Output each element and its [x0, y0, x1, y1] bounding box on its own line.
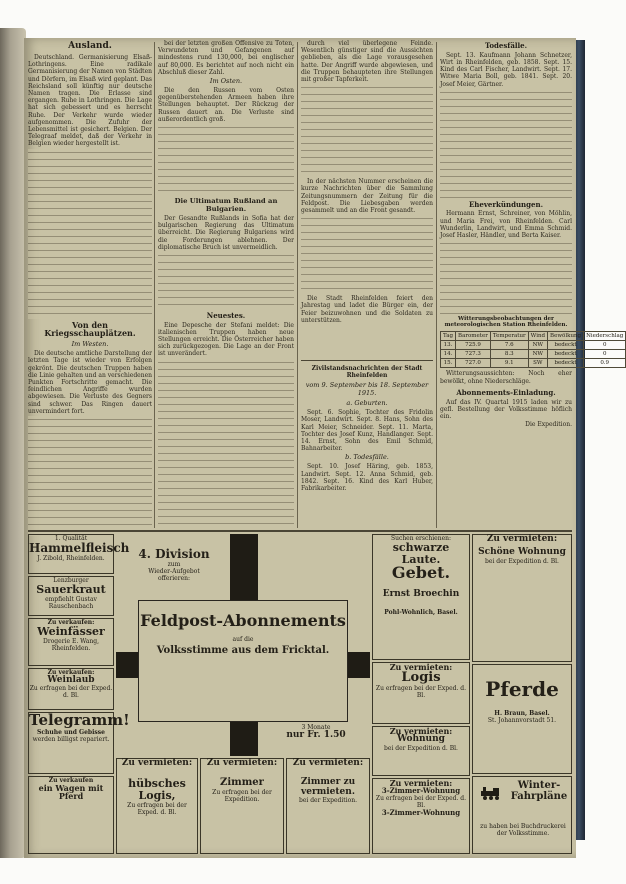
book-binding-left [0, 28, 26, 858]
weather-row [441, 341, 626, 350]
births-subheading: a. Geburten. [346, 399, 388, 408]
col3-text-c: Die Stadt Rheinfelden feiert den Jahrestag und ladet die Bürger ein, der Feier beizuwohnen und die Soldaten zu unterstützen. [301, 295, 433, 324]
ad-wagen-line1: Zu verkaufen [48, 777, 94, 784]
col2-text-c: Der Gesandte Rußlands in Sofia hat der bulgarischen Regierung das Ultimatum überreicht. Die Regierung Bulgariens wird die Forderungen ablehnen. Der diplomatische Bruch ist unvermeidlich. [158, 214, 294, 251]
ad-telegramm-line3: werden billigst repariert. [32, 735, 110, 743]
ad-gebet-publisher: Pohl-Wohnlich, Basel. [384, 609, 458, 617]
civil-register [301, 364, 433, 528]
ad-logis-2 [372, 662, 470, 724]
ad-gebet-title: Gebet. [391, 563, 451, 583]
col2-text-a: bei der letzten großen Offensive zu Toten, Verwundeten und Gefangenen auf mindestens rund 130,000, bei englischer auf 80,000. Es berichtet auf noch nicht ein Abschluß dieser Zahl. [158, 40, 294, 76]
neuestes-heading: Neuestes. [206, 310, 246, 320]
ad-logis2-heading: Zu vermieten: [389, 662, 453, 672]
ad-zimmer1-title: Zimmer [220, 777, 264, 789]
feldpost-wieder: Wieder-Aufgebot [148, 567, 200, 575]
col3-lines-a [301, 84, 433, 178]
ad-weinfaesser-line1: Zu verkaufen: [47, 619, 95, 626]
feldpost-zum: zum [167, 560, 181, 568]
col2-lines-c [158, 359, 294, 529]
ad-logis [116, 758, 198, 854]
abo-heading: Abonnements-Einladung. [456, 387, 556, 397]
ad-pferde-seller: H. Braun, Basel. [494, 710, 550, 717]
ad-logis2-title: Logis [401, 670, 441, 686]
osten-subheading: Im Osten. [209, 77, 243, 86]
ausland-heading: Ausland. [68, 41, 112, 51]
weather-header-row [441, 332, 626, 341]
ad-logis-heading: Zu vermieten: [121, 758, 193, 768]
abo-text: Auf das IV. Quartal 1915 laden wir zu gefl. Bestellung der Volksstimme höflich ein. [440, 398, 572, 420]
deaths-subheading: b. Todesfälle. [345, 453, 389, 462]
feldpost-panel [138, 600, 348, 722]
ad-logis2-sign: Zu erfragen bei der Exped. d. Bl. [375, 685, 467, 700]
weather-cell: 0 [584, 350, 626, 359]
ad-schoene-title: Schöne Wohnung [478, 547, 566, 558]
ad-hammel-title: Hammelfleisch [29, 541, 130, 555]
todesfaelle-lines [440, 89, 572, 199]
war-subheading: Im Westen. [71, 340, 109, 349]
ad-logis-title: hübsches Logis, [128, 777, 186, 802]
weather-cell: NW [528, 350, 547, 359]
ad-sauerkraut-title: Sauerkraut [36, 583, 106, 596]
column-1 [28, 40, 152, 528]
weather-header-cell: Temperatur [490, 332, 528, 341]
ad-zimmer-1 [200, 758, 284, 854]
ad-sauerkraut [28, 576, 114, 616]
ad-wohnung1-heading: Zu vermieten: [389, 726, 453, 736]
ads-divider [28, 530, 572, 532]
ad-wohnung2-heading: Zu vermieten: [389, 778, 453, 788]
ad-fahrplaene-line1: Winter- [517, 780, 561, 791]
col3-text-b: In der nächsten Nummer erscheinen die kurze Nachrichten über die Sammlung Zeitungsnummern der Zeitung für die Feldpost. Die Liebesgaben werden gesammelt und an die Front gesandt. [301, 178, 433, 215]
ad-sauerkraut-sign: empfiehlt Gustav Rauschenbach [45, 595, 97, 610]
column-divider [436, 42, 437, 528]
war-heading: Von den Kriegsschauplätzen. [44, 319, 136, 339]
ad-telegramm [28, 711, 130, 774]
ad-fahrplaene-sign: zu haben bei Buchdruckerei der Volksstimme. [480, 823, 566, 837]
ad-weinfaesser [28, 618, 114, 666]
weather-cell: bedeckt [548, 359, 584, 368]
ad-schoene-sign: bei der Expedition d. Bl. [485, 557, 559, 565]
ad-logis-sign: Zu erfragen bei der Exped. d. Bl. [127, 801, 187, 816]
weather-cell: NW [528, 341, 547, 350]
war-text: Die deutsche amtliche Darstellung der letzten Tage ist wieder von Erfolgen gekrönt. Die deutschen Truppen haben die Linie gehalten und an verschiedenen Punkten Fortschritte gemacht. Die feindlichen Angriffe wurden abgewiesen. Die Verluste des Gegners sind schwer. Das Ringen dauert unvermindert fort. [28, 350, 152, 415]
newspaper-page [24, 38, 624, 858]
weather-header-cell: Niederschlag [584, 332, 626, 341]
ad-zimmer-2 [286, 758, 370, 854]
eheverkuendungen-lines [440, 240, 572, 314]
ad-pferde [472, 664, 572, 774]
feldpost-auf: auf die [232, 635, 254, 643]
weather-cell: 13. [441, 341, 456, 350]
war-text-lines [28, 416, 152, 536]
eheverkuendungen-text: Hermann Ernst, Schreiner, von Möhlin, und Maria Frei, von Rheinfelden. Carl Wunderlin, Landwirt, und Emma Schmid. Josef Hasler, Händler, und Berta Kaiser. [440, 210, 572, 239]
col3-text-a: durch viel überlegene Feinde. Wesentlich günstiger sind die Aussichten geblieben, als die Lage vorausgesehen hatte. Der Angriff wurde abgewiesen, und die Truppen behaupteten ihre Stellungen mit großer Tapferkeit. [301, 40, 433, 84]
weather-cell: 0.9 [584, 359, 626, 368]
column-divider [154, 42, 155, 528]
weather-cell: 9.1 [490, 359, 528, 368]
ad-schoene-heading: Zu vermieten: [486, 534, 558, 544]
ad-wohnung1-sign: bei der Expedition d. Bl. [384, 744, 458, 752]
section-rule [301, 360, 433, 361]
ad-wohnung-2 [372, 778, 470, 854]
ad-telegramm-title: Telegramm! [29, 711, 130, 729]
ad-wohnung2-sign: Zu erfragen bei der Exped. d. Bl. [375, 794, 467, 809]
ultimatum-heading: Die Ultimatum Rußland an Bulgarien. [174, 197, 278, 213]
ad-weinlaub-title: Weinlaub [47, 675, 95, 685]
ad-hammel-line1: 1. Qualität [54, 535, 88, 542]
weather-header-cell: Tag [441, 332, 456, 341]
weather-cell: bedeckt [548, 350, 584, 359]
column-3 [301, 40, 433, 358]
ad-zimmer2-sign: bei der Expedition. [298, 797, 357, 805]
ausland-text-lines [28, 149, 152, 319]
weather-cell: 7.6 [490, 341, 528, 350]
locomotive-icon [479, 785, 505, 799]
todesfaelle-text: Sept. 13. Kaufmann Johann Schnetzer, Wirt in Rheinfelden, geb. 1858. Sept. 15. Kind des Carl Fischer, Landwirt. Sept. 17. Witwe Maria Boll, geb. 1841. Sept. 20. Josef Meier, Gärtner. [440, 51, 572, 88]
weather-cell: 15. [441, 359, 456, 368]
col2-text-d: Eine Depesche der Stefani meldet: Die italienischen Truppen haben neue Stellungen erreicht. Die Österreicher haben sich zurückgezogen. Die Lage an der Front ist unverändert. [158, 321, 294, 358]
ad-fahrplaene [472, 776, 572, 854]
feldpost-months: 3 Monate [301, 724, 331, 731]
abo-signature: Die Expedition. [525, 421, 572, 429]
ad-pferde-title: Pferde [485, 677, 559, 701]
ad-gebet-line1: Suchen erschienen: [390, 535, 451, 542]
weather-cell: 727.3 [456, 350, 491, 359]
ausland-text: Deutschland. Germanisierung Elsaß-Lothringens. Eine radikale Germanisierung der Namen von Städten und Dörfern, im Elsaß wird geplant. Das Reichsland soll künftig nur deutsche Namen tragen. Die Erlasse sind ergangen. Ruhe in Lothringen. Die Lage hat sich gebessert und es herrscht Ruhe. Der Verkehr wurde wieder aufgenommen. Die Zufuhr der Lebensmittel ist gesichert. Belgien. Der Telegraaf meldet, daß der Verkehr in Belgien wieder hergestellt ist. [28, 53, 152, 148]
weather-cell: 8.3 [490, 350, 528, 359]
ad-zimmer2-title: Zimmer zu vermieten. [300, 777, 356, 797]
ad-wagen [28, 776, 114, 854]
weather-cell: 725.9 [456, 341, 491, 350]
todesfaelle-heading: Todesfälle. [484, 41, 528, 50]
ad-wohnung2-title: 3-Zimmer-Wohnung [381, 786, 461, 796]
weather-cell: 727.0 [456, 359, 491, 368]
births-text: Sept. 6. Sophie, Tochter des Fridolin Moser, Landwirt. Sept. 8. Hans, Sohn des Karl Meier, Schneider. Sept. 11. Marta, Tochter des Josef Kunz, Handlanger. Sept. 14. Ernst, Sohn des Emil Schmid, Bahnarbeiter. [301, 409, 433, 453]
ad-weinlaub-line1: Zu verkaufen: [47, 669, 95, 676]
ad-wagen-title: ein Wagen mit Pferd [38, 783, 104, 802]
col3-lines-b [301, 215, 433, 295]
weather-header-cell: Wind [528, 332, 547, 341]
column-2 [158, 40, 294, 528]
weather-header-cell: Barometer [456, 332, 491, 341]
weather-note: Witterungsaussichten: Noch eher bewölkt, ohne Niederschläge. [440, 370, 572, 385]
weather-cell: 14. [441, 350, 456, 359]
col2-lines-a [158, 124, 294, 196]
civil-heading: Zivilstandsnachrichten der Stadt Rheinfelden [311, 365, 423, 379]
column-4 [440, 40, 624, 528]
ad-feldpost [116, 534, 370, 756]
ad-gebet [372, 534, 470, 660]
ad-wohnung1-title: Wohnung [397, 734, 445, 745]
ad-weinfaesser-sign: Drogerie E. Wang, Rheinfelden. [43, 637, 99, 652]
feldpost-division: 4. Division [138, 547, 210, 561]
ad-zimmer1-heading: Zu vermieten: [206, 758, 278, 768]
weather-header-cell: Bewölkung [548, 332, 584, 341]
ad-fahrplaene-line2: Fahrpläne [510, 790, 568, 802]
ad-zimmer1-sign: Zu erfragen bei der Expedition. [212, 788, 272, 803]
col2-text-b: Die den Russen vom Osten gegenüberstehenden Armeen haben ihre Stellungen behauptet. Der Rückzug der Russen dauert an. Die Verluste sind außerordentlich groß. [158, 87, 294, 123]
feldpost-price: nur Fr. 1.50 [286, 730, 346, 740]
ad-gebet-author: Ernst Broechin [382, 588, 460, 599]
feldpost-offerieren: offerieren: [157, 574, 191, 582]
ad-hammelfleisch [28, 534, 130, 574]
weather-row [441, 350, 626, 359]
ad-gebet-line2: schwarze Laute. [392, 541, 450, 566]
weather-cell: 0 [584, 341, 626, 350]
ad-weinfaesser-title: Weinfässer [37, 625, 105, 638]
feldpost-paper: Volksstimme aus dem Fricktal. [156, 644, 330, 656]
eheverkuendungen-heading: Eheverkündungen. [468, 199, 544, 209]
civil-date: vom 9. September bis 18. September 1915. [305, 381, 429, 398]
weather-cell: SW [528, 359, 547, 368]
col2-lines-b [158, 252, 294, 310]
deaths-text: Sept. 10. Josef Häring, geb. 1853, Landwirt. Sept. 12. Anna Schmid, geb. 1842. Sept. 16. Kind des Karl Huber, Fabrikarbeiter. [301, 463, 433, 493]
ad-zimmer2-heading: Zu vermieten: [292, 758, 364, 768]
feldpost-title: Feldpost-Abonnements [140, 611, 346, 630]
ad-wohnung2-title2: 3-Zimmer-Wohnung [381, 807, 461, 817]
ad-hammel-sign: J. Zibold, Rheinfelden. [37, 554, 105, 562]
weather-heading: Witterungsbeobachtungen der meteorologischen Station Rheinfelden. [444, 316, 568, 329]
ad-weinlaub [28, 668, 114, 710]
weather-row [441, 359, 626, 368]
weather-table [440, 331, 626, 368]
ad-telegramm-line2: Schuhe und Gebisse [37, 728, 105, 736]
ad-weinlaub-sign: Zu erfragen bei der Exped. d. Bl. [29, 685, 113, 700]
ad-wohnung-1 [372, 726, 470, 776]
ad-schoene-wohnung [472, 534, 572, 662]
ad-pferde-address: St. Johannvorstadt 51. [487, 717, 557, 724]
weather-cell: bedeckt [548, 341, 584, 350]
ad-sauerkraut-line1: Lenzburger [53, 577, 89, 584]
column-divider [297, 42, 298, 528]
